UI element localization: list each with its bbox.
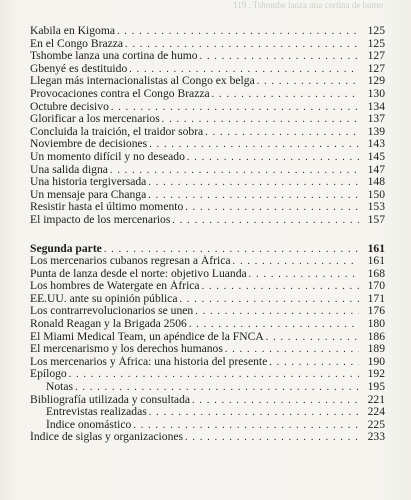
dot-leader — [269, 357, 359, 369]
dot-leader — [225, 344, 359, 356]
dot-leader — [187, 152, 359, 164]
toc-entry-title: Tshombe lanza una cortina de humo — [30, 50, 198, 63]
toc-entry-title: El Miami Medical Team, un apéndice de la FNCA — [30, 330, 264, 343]
toc-entry-title: Noviembre de decisiones — [30, 138, 148, 151]
toc-entry — [30, 293, 385, 306]
dot-leader — [117, 26, 359, 38]
toc-entry-title: Punta de lanza desde el norte: objetivo Luanda — [30, 267, 247, 280]
dot-leader — [172, 215, 359, 227]
toc-entry-page: 190 — [367, 355, 385, 368]
toc-entry — [30, 101, 385, 114]
toc-entry — [30, 151, 385, 164]
toc-entry-page: 147 — [367, 163, 385, 176]
dot-leader — [75, 382, 359, 394]
dot-leader — [192, 395, 359, 407]
toc-entry — [30, 164, 385, 177]
toc-entry — [30, 126, 385, 139]
toc-entry — [30, 331, 385, 344]
toc-entry-title: Los contrarrevolucionarios se unen — [30, 305, 194, 318]
toc-entry — [30, 280, 385, 293]
dot-leader — [111, 102, 359, 114]
toc-entry — [30, 138, 385, 151]
dot-leader — [212, 89, 359, 101]
table-of-contents — [30, 25, 385, 444]
toc-entry — [30, 431, 385, 444]
toc-entry-page: 145 — [367, 150, 385, 163]
dot-leader — [148, 177, 359, 189]
toc-entry-title: Concluida la traición, el traidor sobra — [30, 125, 204, 138]
toc-entry — [30, 214, 385, 227]
toc-entry-title: El mercenarismo y los derechos humanos — [30, 343, 223, 356]
toc-entry-title: Gbenyé es destituido — [30, 62, 128, 75]
dot-leader — [185, 202, 359, 214]
toc-entry-page: 221 — [367, 393, 385, 406]
toc-entry — [30, 176, 385, 189]
dot-leader — [110, 165, 359, 177]
toc-entry-page: 125 — [367, 37, 385, 50]
toc-entry — [30, 368, 385, 381]
toc-entry-page: 225 — [367, 418, 385, 431]
section-gap — [30, 227, 385, 243]
toc-entry-page: 195 — [367, 381, 385, 394]
toc-entry-page: 176 — [367, 305, 385, 318]
toc-entry — [30, 63, 385, 76]
dot-leader — [179, 294, 359, 306]
toc-entry-page: 192 — [367, 368, 385, 381]
dot-leader — [233, 256, 359, 268]
toc-heading-title: Segunda parte — [30, 242, 102, 255]
toc-entry-page: 137 — [367, 113, 385, 126]
toc-entry-page: 143 — [367, 138, 385, 151]
toc-entry — [30, 255, 385, 268]
toc-entry — [30, 381, 385, 394]
toc-entry-title: Índice de siglas y organizaciones — [30, 431, 184, 444]
toc-heading-page: 161 — [367, 242, 385, 255]
toc-entry-page: 127 — [367, 62, 385, 75]
toc-entry-title: Ronald Reagan y la Brigada 2506 — [30, 318, 187, 331]
toc-entry-title: Epílogo — [30, 368, 67, 381]
toc-entry-title: Una salida digna — [30, 163, 108, 176]
dot-leader — [202, 281, 359, 293]
toc-entry-page: 189 — [367, 343, 385, 356]
toc-entry — [30, 268, 385, 281]
toc-entry-title: Bibliografía utilizada y consultada — [30, 393, 191, 406]
toc-entry-page: 134 — [367, 100, 385, 113]
bleed-through-text: 119 , Tshombe lanza una cortina de humo — [233, 0, 383, 10]
toc-entry-page: 150 — [367, 188, 385, 201]
dot-leader — [148, 190, 359, 202]
toc-entry — [30, 343, 385, 356]
toc-entry-title: El impacto de los mercenarios — [30, 213, 171, 226]
dot-leader — [189, 319, 359, 331]
dot-leader — [257, 76, 359, 88]
toc-entry-title: Índice onomástico — [46, 418, 132, 431]
toc-entry-title: Los mercenarios cubanos regresan a África — [30, 255, 231, 268]
dot-leader — [195, 306, 359, 318]
toc-entry — [30, 88, 385, 101]
dot-leader — [200, 51, 359, 63]
dot-leader — [266, 332, 359, 344]
toc-entry — [30, 394, 385, 407]
toc-part-one — [30, 25, 385, 227]
toc-entry — [30, 113, 385, 126]
dot-leader — [133, 420, 359, 432]
dot-leader — [149, 407, 359, 419]
toc-entry-page: 161 — [367, 255, 385, 268]
toc-entry-page: 186 — [367, 330, 385, 343]
dot-leader — [162, 114, 359, 126]
toc-entry-page: 224 — [367, 406, 385, 419]
toc-entry-title: Llegan más internacionalistas al Congo ex belga — [30, 75, 255, 88]
toc-entry — [30, 25, 385, 38]
toc-entry-title: Glorificar a los mercenarios — [30, 113, 160, 126]
dot-leader — [249, 269, 359, 281]
toc-entry — [30, 50, 385, 63]
toc-entry-title: Un mensaje para Changa — [30, 188, 147, 201]
toc-entry — [30, 38, 385, 51]
dot-leader — [104, 244, 359, 256]
toc-entry-title: Octubre decisivo — [30, 100, 109, 113]
toc-entry — [30, 419, 385, 432]
toc-entry-page: 233 — [367, 431, 385, 444]
toc-entry-page: 127 — [367, 50, 385, 63]
dot-leader — [129, 64, 359, 76]
toc-entry-page: 125 — [367, 25, 385, 37]
toc-heading-segunda-parte — [30, 243, 385, 256]
toc-part-two — [30, 255, 385, 444]
toc-entry-page: 180 — [367, 318, 385, 331]
toc-entry-page: 130 — [367, 87, 385, 100]
toc-entry — [30, 305, 385, 318]
toc-entry-title: Provocaciones contra el Congo Brazza — [30, 87, 210, 100]
toc-entry-page: 157 — [367, 213, 385, 226]
toc-entry — [30, 356, 385, 369]
toc-entry-title: Los hombres de Watergate en África — [30, 280, 200, 293]
toc-entry-title: Notas — [46, 381, 74, 394]
dot-leader — [149, 139, 359, 151]
toc-entry-title: En el Congo Brazza — [30, 37, 124, 50]
toc-entry-title: Un momento difícil y no deseado — [30, 150, 185, 163]
toc-entry-title: Una historia tergiversada — [30, 176, 147, 189]
toc-entry — [30, 201, 385, 214]
toc-entry — [30, 75, 385, 88]
toc-entry-title: Kabila en Kigoma — [30, 25, 115, 37]
toc-entry-page: 139 — [367, 125, 385, 138]
toc-entry-title: EE.UU. ante su opinión pública — [30, 292, 178, 305]
toc-entry — [30, 318, 385, 331]
toc-entry-page: 170 — [367, 280, 385, 293]
dot-leader — [125, 39, 359, 51]
toc-entry-page: 171 — [367, 292, 385, 305]
toc-entry-page: 129 — [367, 75, 385, 88]
dot-leader — [185, 432, 359, 444]
toc-entry-page: 168 — [367, 267, 385, 280]
toc-entry-title: Los mercenarios y África: una historia del presente — [30, 355, 268, 368]
toc-entry — [30, 406, 385, 419]
toc-entry-title: Entrevistas realizadas — [46, 406, 147, 419]
toc-entry-page: 153 — [367, 201, 385, 214]
toc-entry-page: 148 — [367, 176, 385, 189]
toc-entry — [30, 189, 385, 202]
dot-leader — [69, 369, 359, 381]
dot-leader — [205, 127, 359, 139]
toc-entry-title: Resistir hasta el último momento — [30, 201, 184, 214]
